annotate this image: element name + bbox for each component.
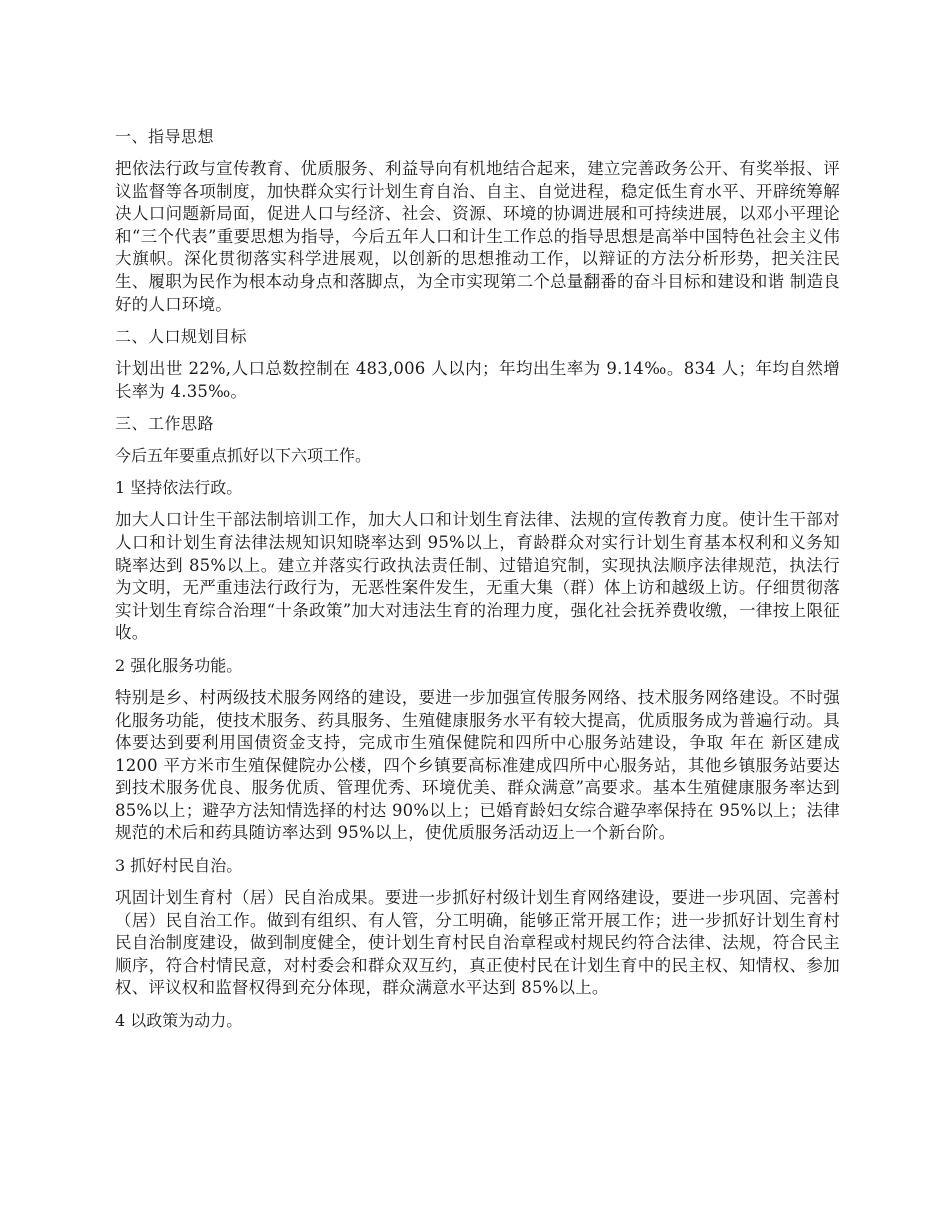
paragraph-service-function: 特别是乡、村两级技术服务网络的建设，要进一步加强宣传服务网络、技术服务网络建设。不时强化服务功能，使技术服务、药具服务、生殖健康服务水平有较大提高，优质服务成为普遍行动。具体要达到要利用国债资金支持，完成市生殖保健院和四所中心服务站建设，争取 年在 新区建成 1200 平方米市生殖保健院办公楼，四个乡镇要高标准建成四所中心服务站，其他乡镇服务站要达到技术服务优良、服务优质、管理优秀、环境优美、群众满意”高要求。基本生殖健康服务率达到 85%以上；避孕方法知情选择的村达 90%以上；已婚育龄妇女综合避孕率保持在 95%以上；法律规范的术后和药具随访率达到 95%以上，使优质服务活动迈上一个新台阶。 <box>115 687 840 843</box>
section-heading-work-approach: 三、工作思路 <box>115 414 215 434</box>
paragraph-village-autonomy: 巩固计划生育村（居）民自治成果。要进一步抓好村级计划生育网络建设，要进一步巩固、完善村（居）民自治工作。做到有组织、有人管，分工明确，能够正常开展工作；进一步抓好计划生育村民自治制度建设，做到制度健全，使计划生育村民自治章程或村规民约符合法律、法规，符合民主顺序，符合村情民意，对村委会和群众双互约，真正使村民在计划生育中的民主权、知情权、参加权、评议权和监督权得到充分体现，群众满意水平达到 85%以上。 <box>115 888 840 998</box>
section-heading-guiding-thought: 一、指导思想 <box>115 127 215 146</box>
item-heading-policy-driver: 4 以政策为动力。 <box>115 1011 243 1031</box>
item-heading-law-administration: 1 坚持依法行政。 <box>115 478 243 498</box>
paragraph-population-target: 计划出世 22%,人口总数控制在 483,006 人以内；年均出生率为 9.14‰。834 人；年均自然增长率为 4.35‰。 <box>115 359 840 401</box>
section-heading-population-target: 二、人口规划目标 <box>115 327 248 347</box>
item-heading-village-autonomy: 3 抓好村民自治。 <box>115 856 243 876</box>
paragraph-work-intro: 今后五年要重点抓好以下六项工作。 <box>115 446 372 466</box>
paragraph-law-administration: 加大人口计生干部法制培训工作，加大人口和计划生育法律、法规的宣传教育力度。使计生干部对人口和计划生育法律法规知识知晓率达到 95%以上，育龄群众对实行计划生育基本权利和义务知晓率达到 85%以上。建立并落实行政执法责任制、过错追究制，实现执法顺序法律规范，执法行为文明，无严重违法行政行为，无恶性案件发生，无重大集（群）体上访和越级上访。仔细贯彻落实计划生育综合治理“十条政策”加大对违法生育的治理力度，强化社会抚养费收缴，一律按上限征收。 <box>115 510 840 643</box>
paragraph-guiding-thought: 把依法行政与宣传教育、优质服务、利益导向有机地结合起来，建立完善政务公开、有奖举报、评议监督等各项制度，加快群众实行计划生育自治、自主、自觉进程，稳定低生育水平、开辟统筹解决人口问题新局面，促进人口与经济、社会、资源、环境的协调进展和可持续进展，以邓小平理论和“三个代表”重要思想为指导，今后五年人口和计生工作总的指导思想是高举中国特色社会主义伟大旗帜。深化贯彻落实科学进展观，以创新的思想推动工作，以辩证的方法分析形势，把关注民生、履职为民作为根本动身点和落脚点，为全市实现第二个总量翻番的奋斗目标和建设和谐 制造良好的人口环境。 <box>115 159 840 314</box>
document-body <box>115 126 840 1042</box>
item-heading-service-function: 2 强化服务功能。 <box>115 655 243 675</box>
